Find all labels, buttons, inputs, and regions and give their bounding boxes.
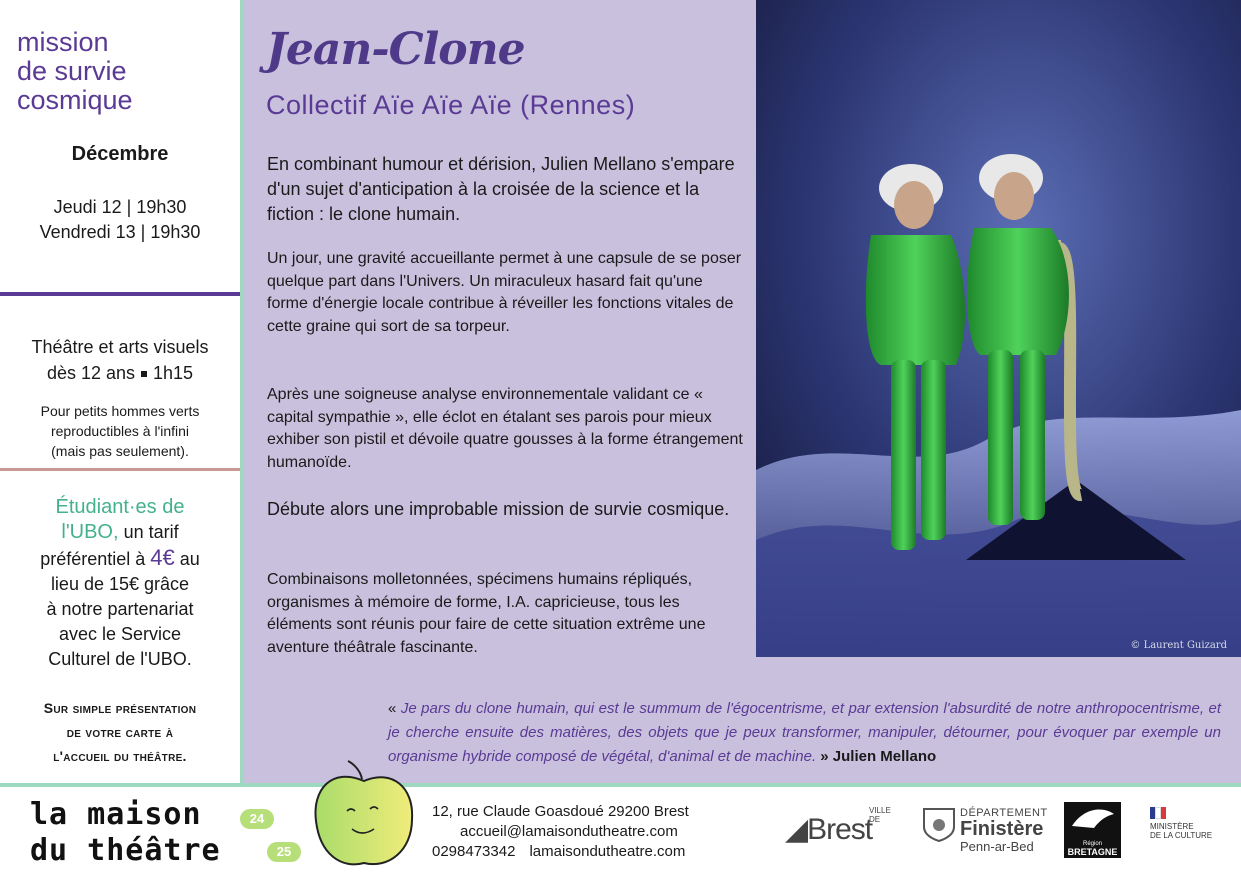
show-title: Jean-Clone	[266, 24, 525, 75]
dept-name: Finistère	[960, 818, 1044, 840]
audience-note	[0, 401, 240, 461]
finistere-logo[interactable]	[922, 807, 1048, 854]
quote-mark: »	[816, 748, 829, 765]
show-photo	[756, 0, 1241, 657]
description-paragraph: Combinaisons molletonnées, spécimens humains répliqués, organismes à mémoire de forme, I.A. capricieuse, tous les éléments sont réunis pour faire de cette situation extrême une aventure théâtrale fascinante.	[267, 571, 706, 656]
coat-of-arms-icon	[922, 807, 956, 843]
age-duration	[0, 360, 240, 386]
offer-highlight: l'UBO,	[61, 521, 119, 543]
tagline-line: mission	[17, 27, 109, 57]
offer-text: à notre partenariat	[46, 599, 194, 619]
company-name: Collectif Aïe Aïe Aïe (Rennes)	[266, 90, 636, 120]
region-small: Région	[1082, 841, 1102, 847]
date-line: Jeudi 12 | 19h30	[53, 197, 187, 217]
genre-label: Théâtre et arts visuels	[31, 337, 209, 357]
region-name: BRETAGNE	[1067, 847, 1118, 857]
tagline-line: de survie	[17, 56, 127, 86]
performance-dates	[0, 195, 240, 245]
logo-line: du théâtre	[30, 833, 221, 868]
artist-quote	[388, 697, 1221, 769]
ministere-logo[interactable]	[1150, 807, 1212, 840]
offer-text: préférentiel à	[40, 549, 151, 569]
info-sidebar	[0, 0, 240, 785]
phone-number[interactable]: 0298473342	[432, 843, 516, 860]
offer-text: Culturel de l'UBO.	[48, 649, 192, 669]
genre-info	[0, 334, 240, 386]
offer-text: un tarif	[118, 522, 179, 542]
note-line: Sur simple présentation	[43, 700, 197, 716]
description-paragraph: Après une soigneuse analyse environnementale validant ce « capital sympathie », elle éclot en étalant ses parois pour mieux exhiber son pistil et dévoile quatre gousses à la forme étrangement humanoïde.	[267, 386, 743, 471]
student-offer	[10, 495, 230, 672]
divider	[0, 468, 240, 471]
quote-author: Julien Mellano	[828, 748, 937, 765]
offer-price: 4€	[150, 545, 175, 570]
quote-text: Je pars du clone humain, qui est le summum de l'égocentrisme, et par extension l'absurdité de notre anthropocentrisme, et je cherche ensuite des matières, des objets que je peux transformer, manipuler, détourner, pour évoquer par exemple un organisme hybride composé de végétal, d'animal et de machine.	[388, 700, 1221, 765]
brest-small-label: VILLE DE	[869, 806, 891, 824]
season-badge: 24	[240, 809, 274, 829]
dept-label: DÉPARTEMENT	[960, 807, 1048, 819]
email-link[interactable]: accueil@lamaisondutheatre.com	[460, 823, 678, 840]
note-line: de votre carte à	[66, 724, 174, 740]
note-line: l'accueil du théâtre.	[53, 748, 187, 764]
description-paragraph: Débute alors une improbable mission de survie cosmique.	[267, 499, 730, 519]
theatre-logo[interactable]	[30, 797, 221, 869]
brest-label: Brest	[807, 813, 873, 846]
month-label: Décembre	[71, 143, 169, 165]
photo-illustration	[756, 0, 1241, 657]
presentation-note	[0, 696, 240, 768]
french-flag-icon	[1150, 807, 1166, 819]
season-badge: 25	[267, 842, 301, 862]
offer-text: avec le Service	[58, 624, 182, 644]
ministere-line: DE LA CULTURE	[1150, 831, 1213, 840]
intro-paragraph: En combinant humour et dérision, Julien Mellano s'empare d'un sujet d'anticipation à la croisée de la science et la fiction : le clone humain.	[267, 154, 735, 224]
website-link[interactable]: lamaisondutheatre.com	[529, 843, 686, 860]
photo-credit: © Laurent Guizard	[1130, 640, 1227, 651]
address-line: 12, rue Claude Goasdoué 29200 Brest	[432, 803, 689, 820]
brest-logo[interactable]	[785, 806, 891, 847]
note-line: reproductibles à l'infini	[50, 423, 190, 439]
date-line: Vendredi 13 | 19h30	[39, 222, 201, 242]
bullet-icon	[141, 371, 147, 377]
tagline	[17, 28, 133, 115]
dept-sub: Penn-ar-Bed	[960, 839, 1034, 854]
age-label: dès 12 ans	[46, 363, 136, 383]
logo-line: la maison	[30, 797, 202, 832]
quote-mark: «	[388, 700, 401, 717]
apple-icon	[312, 759, 416, 875]
footer	[0, 787, 1241, 875]
ermine-icon	[1064, 802, 1121, 840]
contact-info	[432, 802, 689, 862]
region-bretagne-logo[interactable]	[1064, 802, 1121, 858]
ministere-line: MINISTÈRE	[1150, 822, 1194, 831]
offer-highlight: Étudiant·es de	[55, 496, 185, 518]
duration-label: 1h15	[153, 363, 194, 383]
offer-text: lieu de 15€ grâce	[50, 574, 190, 594]
divider	[0, 292, 240, 296]
description-paragraph: Un jour, une gravité accueillante permet à une capsule de se poser quelque part dans l'Univers. Un miraculeux hasard fait qu'une forme d'énergie locale contribue à réveiller les fonctions vitales de cette graine qui sort de sa torpeur.	[267, 250, 742, 335]
offer-text: au	[174, 549, 200, 569]
tagline-line: cosmique	[17, 85, 133, 115]
note-line: Pour petits hommes verts	[40, 403, 200, 419]
brest-logo-mark-icon: ◢	[785, 813, 808, 846]
note-line: (mais pas seulement).	[51, 443, 189, 459]
